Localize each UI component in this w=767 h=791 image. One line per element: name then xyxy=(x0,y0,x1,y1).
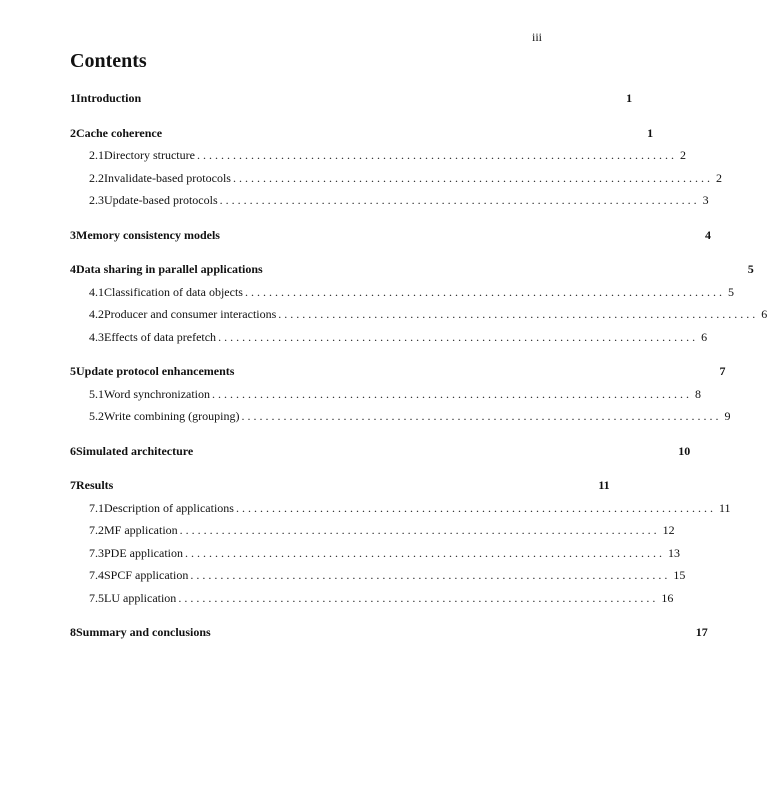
entry-number: 5.2 xyxy=(89,409,104,423)
entry-number: 7.1 xyxy=(89,500,104,515)
entry-number: 5 xyxy=(70,364,76,378)
entry-title: Update-based protocols xyxy=(104,193,218,207)
toc-section-entry[interactable] xyxy=(70,566,686,589)
entry-page: 8 xyxy=(695,386,702,401)
entry-number: 7.2 xyxy=(89,523,104,537)
toc-section-entry[interactable] xyxy=(70,146,686,169)
dot-leader: . . . . . . . . . . . . . . . . . . . . . . . . . . . . . . . . . . . . . . . . . . . . . . . . . . . . . . . . . . . . . . . . . . . . . . . . . . . . . . . . xyxy=(196,148,674,162)
entry-number: 3 xyxy=(70,227,76,242)
toc-section-entry[interactable] xyxy=(70,191,709,214)
entry-number: 4.2 xyxy=(89,307,104,321)
entry-page: 2 xyxy=(715,170,722,185)
entry-number: 4.1 xyxy=(89,284,104,299)
dot-leader: . . . . . . . . . . . . . . . . . . . . . . . . . . . . . . . . . . . . . . . . . . . . . . . . . . . . . . . . . . . . . . . . . . . . . . . . . . . . . . . . xyxy=(218,329,696,344)
page-title: Contents xyxy=(70,50,147,72)
entry-page: 11 xyxy=(598,478,610,492)
toc-section-entry[interactable] xyxy=(70,521,675,544)
entry-page: 10 xyxy=(678,443,691,458)
entry-title: Word synchronization xyxy=(104,386,211,401)
toc-chapter-entry[interactable] xyxy=(70,260,754,283)
entry-page: 6 xyxy=(701,329,708,344)
entry-number: 4.3 xyxy=(89,329,104,344)
entry-number: 2 xyxy=(70,125,76,140)
entry-title: Data sharing in parallel applications xyxy=(76,262,263,276)
entry-title: Producer and consumer interactions xyxy=(104,307,277,321)
entry-page: 5 xyxy=(727,284,734,299)
entry-page: 16 xyxy=(661,590,674,605)
dot-leader: . . . . . . . . . . . . . . . . . . . . . . . . . . . . . . . . . . . . . . . . . . . . . . . . . . . . . . . . . . . . . . . . . . . . . . . . . . . . . . . . xyxy=(232,170,710,185)
dot-leader: . . . . . . . . . . . . . . . . . . . . . . . . . . . . . . . . . . . . . . . . . . . . . . . . . . . . . . . . . . . . . . . . . . . . . . . . . . . . . . . . xyxy=(184,545,662,560)
entry-title: MF application xyxy=(104,523,178,537)
entry-title: Description of applications xyxy=(104,500,234,515)
toc-chapter-entry[interactable] xyxy=(70,442,691,465)
toc-chapter-entry[interactable] xyxy=(70,362,726,385)
dot-leader: . . . . . . . . . . . . . . . . . . . . . . . . . . . . . . . . . . . . . . . . . . . . . . . . . . . . . . . . . . . . . . . . . . . . . . . . . . . . . . . . xyxy=(179,523,657,537)
entry-title: Summary and conclusions xyxy=(76,625,211,639)
toc-section-entry[interactable] xyxy=(70,283,734,306)
toc-chapter-entry[interactable] xyxy=(70,476,610,499)
entry-page: 1 xyxy=(626,91,633,105)
toc-section-entry[interactable] xyxy=(70,499,731,522)
entry-title: Simulated architecture xyxy=(76,443,194,458)
entry-title: Results xyxy=(76,478,114,492)
entry-number: 1 xyxy=(70,91,76,105)
toc-chapter-entry[interactable] xyxy=(70,89,633,112)
entry-title: Classification of data objects xyxy=(104,284,243,299)
entry-page: 9 xyxy=(724,409,731,423)
dot-leader: . . . . . . . . . . . . . . . . . . . . . . . . . . . . . . . . . . . . . . . . . . . . . . . . . . . . . . . . . . . . . . . . . . . . . . . . . . . . . . . . xyxy=(235,500,713,515)
entry-number: 7.4 xyxy=(89,568,104,582)
toc-chapter-entry[interactable] xyxy=(70,623,708,646)
dot-leader: . . . . . . . . . . . . . . . . . . . . . . . . . . . . . . . . . . . . . . . . . . . . . . . . . . . . . . . . . . . . . . . . . . . . . . . . . . . . . . . . xyxy=(190,568,668,582)
dot-leader: . . . . . . . . . . . . . . . . . . . . . . . . . . . . . . . . . . . . . . . . . . . . . . . . . . . . . . . . . . . . . . . . . . . . . . . . . . . . . . . . xyxy=(278,307,756,321)
toc-section-entry[interactable] xyxy=(70,305,767,328)
entry-page: 7 xyxy=(719,364,726,378)
entry-number: 7.5 xyxy=(89,590,104,605)
entry-page: 6 xyxy=(761,307,767,321)
dot-leader: . . . . . . . . . . . . . . . . . . . . . . . . . . . . . . . . . . . . . . . . . . . . . . . . . . . . . . . . . . . . . . . . . . . . . . . . . . . . . . . . xyxy=(244,284,722,299)
toc-section-entry[interactable] xyxy=(70,589,674,612)
entry-number: 8 xyxy=(70,625,76,639)
entry-title: Update protocol enhancements xyxy=(76,364,235,378)
entry-title: Introduction xyxy=(76,91,142,105)
entry-number: 2.3 xyxy=(89,193,104,207)
entry-page: 5 xyxy=(747,262,754,276)
entry-title: PDE application xyxy=(104,545,183,560)
dot-leader: . . . . . . . . . . . . . . . . . . . . . . . . . . . . . . . . . . . . . . . . . . . . . . . . . . . . . . . . . . . . . . . . . . . . . . . . . . . . . . . . xyxy=(219,193,697,207)
entry-number: 2.1 xyxy=(89,148,104,162)
entry-page: 13 xyxy=(667,545,680,560)
dot-leader: . . . . . . . . . . . . . . . . . . . . . . . . . . . . . . . . . . . . . . . . . . . . . . . . . . . . . . . . . . . . . . . . . . . . . . . . . . . . . . . . xyxy=(178,590,656,605)
entry-title: Cache coherence xyxy=(76,125,163,140)
entry-title: Effects of data prefetch xyxy=(104,329,217,344)
toc-chapter-entry[interactable] xyxy=(70,124,654,147)
toc-section-entry[interactable] xyxy=(70,407,731,430)
entry-number: 2.2 xyxy=(89,170,104,185)
entry-title: LU application xyxy=(104,590,177,605)
page-number: iii xyxy=(531,30,542,44)
entry-title: Invalidate-based protocols xyxy=(104,170,231,185)
table-of-contents xyxy=(70,89,767,646)
entry-page: 17 xyxy=(695,625,708,639)
entry-title: SPCF application xyxy=(104,568,189,582)
toc-section-entry[interactable] xyxy=(70,544,680,567)
entry-number: 4 xyxy=(70,262,76,276)
entry-page: 11 xyxy=(718,500,731,515)
entry-number: 6 xyxy=(70,443,76,458)
entry-number: 5.1 xyxy=(89,386,104,401)
entry-title: Memory consistency models xyxy=(76,227,220,242)
entry-page: 3 xyxy=(702,193,709,207)
entry-page: 4 xyxy=(704,227,711,242)
entry-title: Directory structure xyxy=(104,148,195,162)
toc-chapter-entry[interactable] xyxy=(70,226,711,249)
entry-page: 1 xyxy=(647,125,654,140)
toc-section-entry[interactable] xyxy=(70,169,722,192)
toc-section-entry[interactable] xyxy=(70,385,702,408)
dot-leader: . . . . . . . . . . . . . . . . . . . . . . . . . . . . . . . . . . . . . . . . . . . . . . . . . . . . . . . . . . . . . . . . . . . . . . . . . . . . . . . . xyxy=(212,386,690,401)
entry-page: 15 xyxy=(673,568,686,582)
entry-number: 7.3 xyxy=(89,545,104,560)
entry-number: 7 xyxy=(70,478,76,492)
entry-title: Write combining (grouping) xyxy=(104,409,240,423)
toc-section-entry[interactable] xyxy=(70,328,708,351)
entry-page: 2 xyxy=(679,148,686,162)
entry-page: 12 xyxy=(662,523,675,537)
dot-leader: . . . . . . . . . . . . . . . . . . . . . . . . . . . . . . . . . . . . . . . . . . . . . . . . . . . . . . . . . . . . . . . . . . . . . . . . . . . . . . . . xyxy=(241,409,719,423)
